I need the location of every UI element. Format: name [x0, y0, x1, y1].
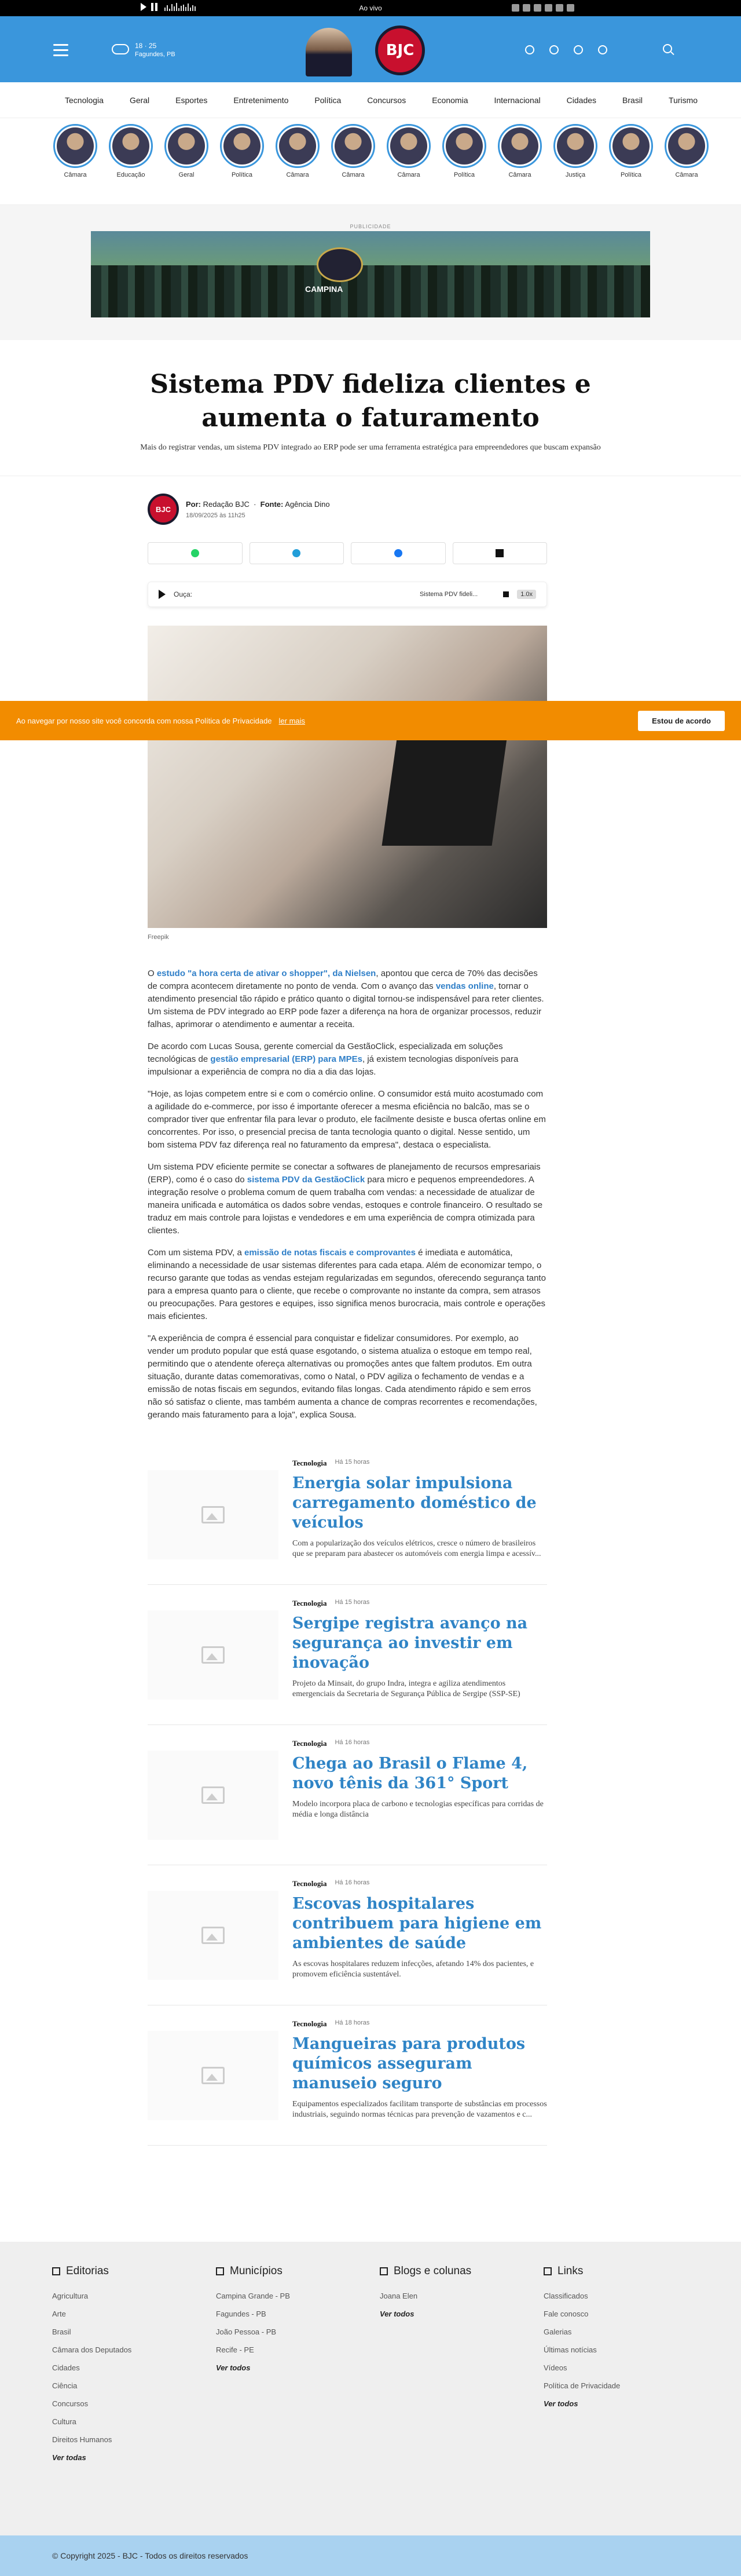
image-placeholder-icon [201, 1927, 225, 1944]
footer-link[interactable]: Classificados [544, 2292, 588, 2300]
footer-column [544, 2265, 707, 2471]
paragraph: Com um sistema PDV, a emissão de notas fiscais e comprovantes é imediata e automática, eliminando a necessidade de usar sistemas diferentes para cada etapa. Além de economizar tempo, o recurso garante que todas as vendas estejam regularizadas em segundos, oferecendo segurança tanto para a empresa quanto para o cliente, que recebe o comprovante no instante da compra, sem atrasos ou preocupações. Para gestores e equipes, isso significa menos burocracia, mais controle e operações mais eficientes. [148, 1248, 546, 1321]
story-avatar [442, 124, 486, 168]
related-title[interactable]: Sergipe registra avanço na segurança ao investir em inovação [292, 1614, 528, 1672]
related-item[interactable] [148, 1865, 547, 2005]
paragraph: "A experiência de compra é essencial para conquistar e fidelizar consumidores. Por exemplo, ao vender um produto popular que está quase esgotando, o sistema atualiza o estoque em tempo real, permitindo que o atendente ofereça alternativas ou promoções antes que faltem produtos. Em outra situação, durante datas comemorativas, como o Natal, o PDV agiliza o fechamento de vendas e a emissão de notas fiscais em segundos, evitando filas longas. Cada atendimento rápido e sem erros não só satisfaz o cliente, mas também aumenta a chance de compras recorrentes e recomendações, gerando mais faturamento para a loja", explica Sousa. [148, 1333, 537, 1420]
related-meta [292, 1459, 547, 1468]
story-label: Câmara [508, 171, 531, 178]
youtube-icon[interactable] [574, 45, 583, 54]
site-logo[interactable] [306, 25, 427, 76]
footer-link[interactable]: Agricultura [52, 2292, 89, 2300]
app-icons [512, 4, 574, 12]
cookie-text: Ao navegar por nosso site você concorda com nossa Política de Privacidade [16, 716, 272, 725]
footer-link[interactable]: Campina Grande - PB [216, 2292, 290, 2300]
related-news [148, 1445, 547, 2146]
story-label: Câmara [286, 171, 309, 178]
paragraph: "Hoje, as lojas competem entre si e com o comércio online. O consumidor está muito acostumado com a agilidade do e-commerce, por isso é importante oferecer a mesma eficiência no balcão, mas se o comprador tiver que enfrentar fila para levar o produto, ele facilmente desiste e busca ofertas online em concorrentes. Por isso, o presencial precisa de tanta tecnologia quanto o digital. Nesse sentido, um bom sistema PDV faz diferença real no faturamento da empresa", destaca o especialista. [148, 1089, 546, 1150]
footer-list [380, 2292, 544, 2318]
story-avatar [498, 124, 542, 168]
app-icon[interactable] [512, 4, 519, 12]
social-links [525, 45, 607, 54]
ad-banner[interactable] [91, 231, 650, 317]
nav-item-2[interactable]: Esportes [175, 95, 208, 105]
related-title[interactable]: Escovas hospitalares contribuem para higiene em ambientes de saúde [292, 1895, 542, 1952]
footer-heading-icon [544, 2267, 552, 2275]
erp-link[interactable]: gestão empresarial (ERP) para MPEs [210, 1054, 363, 1064]
related-time: Há 15 horas [335, 1599, 370, 1606]
related-category: Tecnologia [292, 2019, 327, 2028]
story-item[interactable] [53, 124, 97, 204]
related-thumbnail[interactable] [148, 1610, 278, 1700]
pause-icon[interactable] [151, 3, 157, 11]
author: Redação BJC [203, 499, 250, 509]
source: Agência Dino [285, 499, 330, 509]
volume-icon[interactable] [503, 591, 509, 597]
image-placeholder-icon [201, 1506, 225, 1523]
footer-link[interactable]: Vídeos [544, 2363, 567, 2372]
story-label: Câmara [675, 171, 698, 178]
nav-item-0[interactable]: Tecnologia [65, 95, 104, 105]
story-label: Educação [116, 171, 145, 178]
footer-link[interactable]: Últimas notícias [544, 2345, 597, 2354]
footer-heading [544, 2265, 707, 2278]
related-time: Há 18 horas [335, 2019, 370, 2026]
story-item[interactable] [442, 124, 486, 204]
story-avatar [276, 124, 320, 168]
footer-list [52, 2292, 216, 2462]
weather-city: Fagundes, PB [135, 51, 175, 58]
related-time: Há 16 horas [335, 1739, 370, 1746]
story-item[interactable] [498, 124, 542, 204]
category-nav [0, 82, 741, 118]
logo-badge: BJC [375, 25, 425, 75]
nav-item-7[interactable]: Internacional [494, 95, 541, 105]
audio-player [148, 582, 547, 607]
related-meta [292, 1599, 547, 1608]
cookie-read-more-link[interactable]: ler mais [278, 716, 306, 725]
search-icon[interactable] [663, 44, 672, 53]
share-telegram-button[interactable] [250, 542, 344, 564]
app-icon[interactable] [556, 4, 563, 12]
app-icon[interactable] [545, 4, 552, 12]
footer-see-all-link[interactable]: Ver todos [544, 2399, 578, 2408]
cookie-banner [0, 701, 741, 740]
story-label: Política [453, 171, 475, 178]
article-body [148, 967, 547, 1422]
nielsen-link[interactable]: estudo "a hora certa de ativar o shopper", da Nielsen [156, 969, 376, 978]
ad-brand: CAMPINA [305, 284, 343, 294]
footer-link[interactable]: Concursos [52, 2399, 89, 2408]
share-whatsapp-button[interactable] [148, 542, 243, 564]
cloud-icon [112, 44, 129, 54]
story-item[interactable] [331, 124, 375, 204]
footer-column [216, 2265, 380, 2471]
related-time: Há 15 horas [335, 1459, 370, 1466]
radio-bar [0, 0, 741, 16]
related-description: Modelo incorpora placa de carbono e tecnologias específicas para corridas de média e longa distância [292, 1800, 544, 1819]
footer-link[interactable]: Joana Elen [380, 2292, 418, 2300]
nav-item-5[interactable]: Concursos [367, 95, 406, 105]
story-avatar [220, 124, 264, 168]
related-description: As escovas hospitalares reduzem infecções, afetando 14% dos pacientes, e promovem eficiência sustentável. [292, 1960, 534, 1979]
footer-list [544, 2292, 707, 2408]
story-item[interactable] [220, 124, 264, 204]
story-item[interactable] [164, 124, 208, 204]
related-item[interactable] [148, 2005, 547, 2146]
story-item[interactable] [276, 124, 320, 204]
paragraph: O estudo "a hora certa de ativar o shopper", da Nielsen, apontou que cerca de 70% das decisões de compra acontecem diretamente no ponto de venda. Com o avanço das vendas online, tornar o atendimento presencial tão rápido e prático quanto o digital tornou-se indispensável para reter clientes. Um sistema de PDV integrado ao ERP pode fazer a diferença na hora de organizar processos, reduzir falhas, aprimorar o atendimento e aumentar a receita. [148, 969, 544, 1029]
footer-link[interactable]: Fagundes - PB [216, 2310, 266, 2318]
nav-item-8[interactable]: Cidades [566, 95, 597, 105]
story-avatar [665, 124, 709, 168]
footer-list [216, 2292, 380, 2372]
live-label: Ao vivo [359, 4, 382, 12]
nav-item-10[interactable]: Turismo [669, 95, 698, 105]
story-avatar [164, 124, 208, 168]
by-label: Por: [186, 499, 201, 509]
nav-item-3[interactable]: Entretenimento [233, 95, 289, 105]
whatsapp-icon [191, 549, 199, 557]
footer-link[interactable]: Arte [52, 2310, 66, 2318]
footer-link[interactable]: Cidades [52, 2363, 80, 2372]
story-avatar [553, 124, 597, 168]
facebook-icon[interactable] [525, 45, 534, 54]
related-thumbnail[interactable] [148, 1751, 278, 1840]
weather-temps: 18 · 25 [135, 42, 157, 50]
story-label: Política [620, 171, 642, 178]
player-title: Sistema PDV fideli... [419, 591, 478, 598]
paragraph: Um sistema PDV eficiente permite se conectar a softwares de planejamento de recursos empresariais (ERP), como é o caso do sistema PDV da GestãoClick para micro e pequenos empreendedores. A integração resolve o problema comum de quem trabalha com vendas: a necessidade de atualizar de maneira unificada e automática os dados sobre vendas, estoques e controle financeiro. O resultado se traduz em mais controle para lojistas e vendedores e em uma experiência de compra otimizada para clientes. [148, 1162, 543, 1236]
play-icon[interactable] [141, 3, 146, 11]
story-item[interactable] [665, 124, 709, 204]
story-item[interactable] [553, 124, 597, 204]
weather-widget [112, 42, 175, 59]
share-bar [148, 542, 547, 564]
related-category: Tecnologia [292, 1599, 327, 1607]
footer-heading-text: Links [557, 2265, 584, 2277]
footer-link[interactable]: Brasil [52, 2327, 71, 2336]
related-time: Há 16 horas [335, 1879, 370, 1886]
story-avatar [609, 124, 653, 168]
footer-link[interactable]: Ciência [52, 2381, 78, 2390]
related-item[interactable] [148, 1725, 547, 1865]
speed-button[interactable]: 1.0x [517, 590, 536, 599]
online-sales-link[interactable]: vendas online [435, 981, 494, 991]
instagram-icon[interactable] [549, 45, 559, 54]
share-facebook-button[interactable] [351, 542, 446, 564]
app-icon[interactable] [523, 4, 530, 12]
related-thumbnail[interactable] [148, 1470, 278, 1559]
related-title[interactable]: Chega ao Brasil o Flame 4, novo tênis da 361° Sport [292, 1755, 528, 1792]
share-x-button[interactable] [453, 542, 548, 564]
player-label: Ouça: [174, 590, 193, 598]
stories-strip [0, 118, 741, 205]
footer-link[interactable]: Galerias [544, 2327, 572, 2336]
related-category: Tecnologia [292, 1459, 327, 1467]
related-category: Tecnologia [292, 1739, 327, 1748]
story-label: Câmara [342, 171, 365, 178]
x-icon [496, 549, 504, 557]
ad-section [0, 205, 741, 340]
related-category: Tecnologia [292, 1879, 327, 1888]
footer-link[interactable]: Cultura [52, 2417, 76, 2426]
footer-heading [216, 2265, 380, 2278]
related-description: Projeto da Minsait, do grupo Indra, integra e agiliza atendimentos emergenciais da Secretaria de Segurança Pública de Sergipe (SSP-SE) [292, 1679, 520, 1698]
nav-item-9[interactable]: Brasil [622, 95, 643, 105]
whatsapp-icon[interactable] [598, 45, 607, 54]
story-item[interactable] [609, 124, 653, 204]
story-avatar [331, 124, 375, 168]
source-label: Fonte: [260, 499, 284, 509]
story-label: Política [231, 171, 253, 178]
story-avatar [53, 124, 97, 168]
related-meta [292, 2019, 547, 2029]
pdv-link[interactable]: sistema PDV da GestãoClick [247, 1175, 365, 1185]
nav-item-6[interactable]: Economia [432, 95, 468, 105]
footer-heading-icon [216, 2267, 224, 2275]
image-placeholder-icon [201, 2067, 225, 2084]
tv-logo-icon [317, 247, 363, 282]
waveform-icon [164, 3, 196, 11]
nav-item-4[interactable]: Política [314, 95, 342, 105]
footer-see-all-link[interactable]: Ver todos [216, 2363, 251, 2372]
story-label: Geral [178, 171, 195, 178]
footer-see-all-link[interactable]: Ver todas [52, 2453, 86, 2462]
author-avatar: BJC [148, 494, 179, 525]
radio-controls [141, 3, 196, 11]
footer-column [52, 2265, 216, 2471]
image-credit: Freepik [148, 934, 169, 941]
footer-heading [380, 2265, 544, 2278]
footer-column [380, 2265, 544, 2471]
accept-cookie-button[interactable]: Estou de acordo [638, 711, 725, 731]
related-meta [292, 1739, 547, 1748]
story-label: Câmara [64, 171, 87, 178]
related-item[interactable] [148, 1585, 547, 1725]
site-footer [0, 2242, 741, 2535]
related-title[interactable]: Energia solar impulsiona carregamento doméstico de veículos [292, 1474, 537, 1532]
footer-link[interactable]: Política de Privacidade [544, 2381, 621, 2390]
app-icon[interactable] [567, 4, 574, 12]
footer-link[interactable]: Recife - PE [216, 2345, 254, 2354]
related-meta [292, 1879, 547, 1888]
footer-link[interactable]: João Pessoa - PB [216, 2327, 277, 2336]
related-title[interactable]: Mangueiras para produtos químicos asseguram manuseio seguro [292, 2035, 526, 2092]
invoice-link[interactable]: emissão de notas fiscais e comprovantes [244, 1248, 416, 1258]
footer-link[interactable]: Câmara dos Deputados [52, 2345, 132, 2354]
footer-link[interactable]: Direitos Humanos [52, 2435, 112, 2444]
footer-see-all-link[interactable]: Ver todos [380, 2310, 414, 2318]
footer-heading-text: Editorias [66, 2265, 109, 2277]
story-label: Justiça [565, 171, 586, 178]
article-title: Sistema PDV fideliza clientes e aumenta o faturamento [150, 370, 591, 433]
copyright-bar: © Copyright 2025 - BJC - Todos os direitos reservados [0, 2535, 741, 2576]
image-placeholder-icon [201, 1786, 225, 1804]
ad-label: PUBLICIDADE [350, 224, 391, 229]
story-avatar [109, 124, 153, 168]
related-description: Com a popularização dos veículos elétricos, cresce o número de brasileiros que se preparam para abastecer os automóveis com energia limpa e acessív... [292, 1539, 541, 1558]
footer-heading-icon [380, 2267, 388, 2275]
app-icon[interactable] [534, 4, 541, 12]
article-subtitle: Mais do registrar vendas, um sistema PDV integrado ao ERP pode ser uma ferramenta estratégica para empreendedores que buscam expansão [140, 443, 601, 452]
story-item[interactable] [109, 124, 153, 204]
related-item[interactable] [148, 1445, 547, 1585]
paragraph: De acordo com Lucas Sousa, gerente comercial da GestãoClick, especializada em soluções tecnológicas de gestão empresarial (ERP) para MPEs, já existem tecnologias disponíveis para impulsionar a experiência de compra no dia a dia das lojas. [148, 1042, 519, 1077]
facebook-icon [394, 549, 402, 557]
footer-heading-text: Blogs e colunas [394, 2265, 472, 2277]
hamburger-menu-icon[interactable] [53, 44, 68, 60]
related-thumbnail[interactable] [148, 1891, 278, 1980]
publish-date: 18/09/2025 às 11h25 [186, 511, 245, 519]
play-icon[interactable] [159, 590, 166, 599]
footer-heading-icon [52, 2267, 60, 2275]
related-thumbnail[interactable] [148, 2031, 278, 2120]
footer-heading [52, 2265, 216, 2278]
related-description: Equipamentos especializados facilitam transporte de substâncias em processos industriais, seguindo normas técnicas para prevenção de vazamentos e c... [292, 2100, 547, 2119]
footer-heading-text: Municípios [230, 2265, 283, 2277]
story-avatar [387, 124, 431, 168]
story-label: Câmara [397, 171, 420, 178]
nav-item-1[interactable]: Geral [129, 95, 150, 105]
byline: BJC Por: Redação BJC · Fonte: Agência Dino 18/09/2025 às 11h25 [148, 494, 547, 525]
story-item[interactable] [387, 124, 431, 204]
article-image [148, 626, 547, 928]
footer-link[interactable]: Fale conosco [544, 2310, 589, 2318]
image-placeholder-icon [201, 1646, 225, 1664]
site-header [0, 16, 741, 82]
telegram-icon [292, 549, 300, 557]
logo-portrait [306, 28, 352, 76]
